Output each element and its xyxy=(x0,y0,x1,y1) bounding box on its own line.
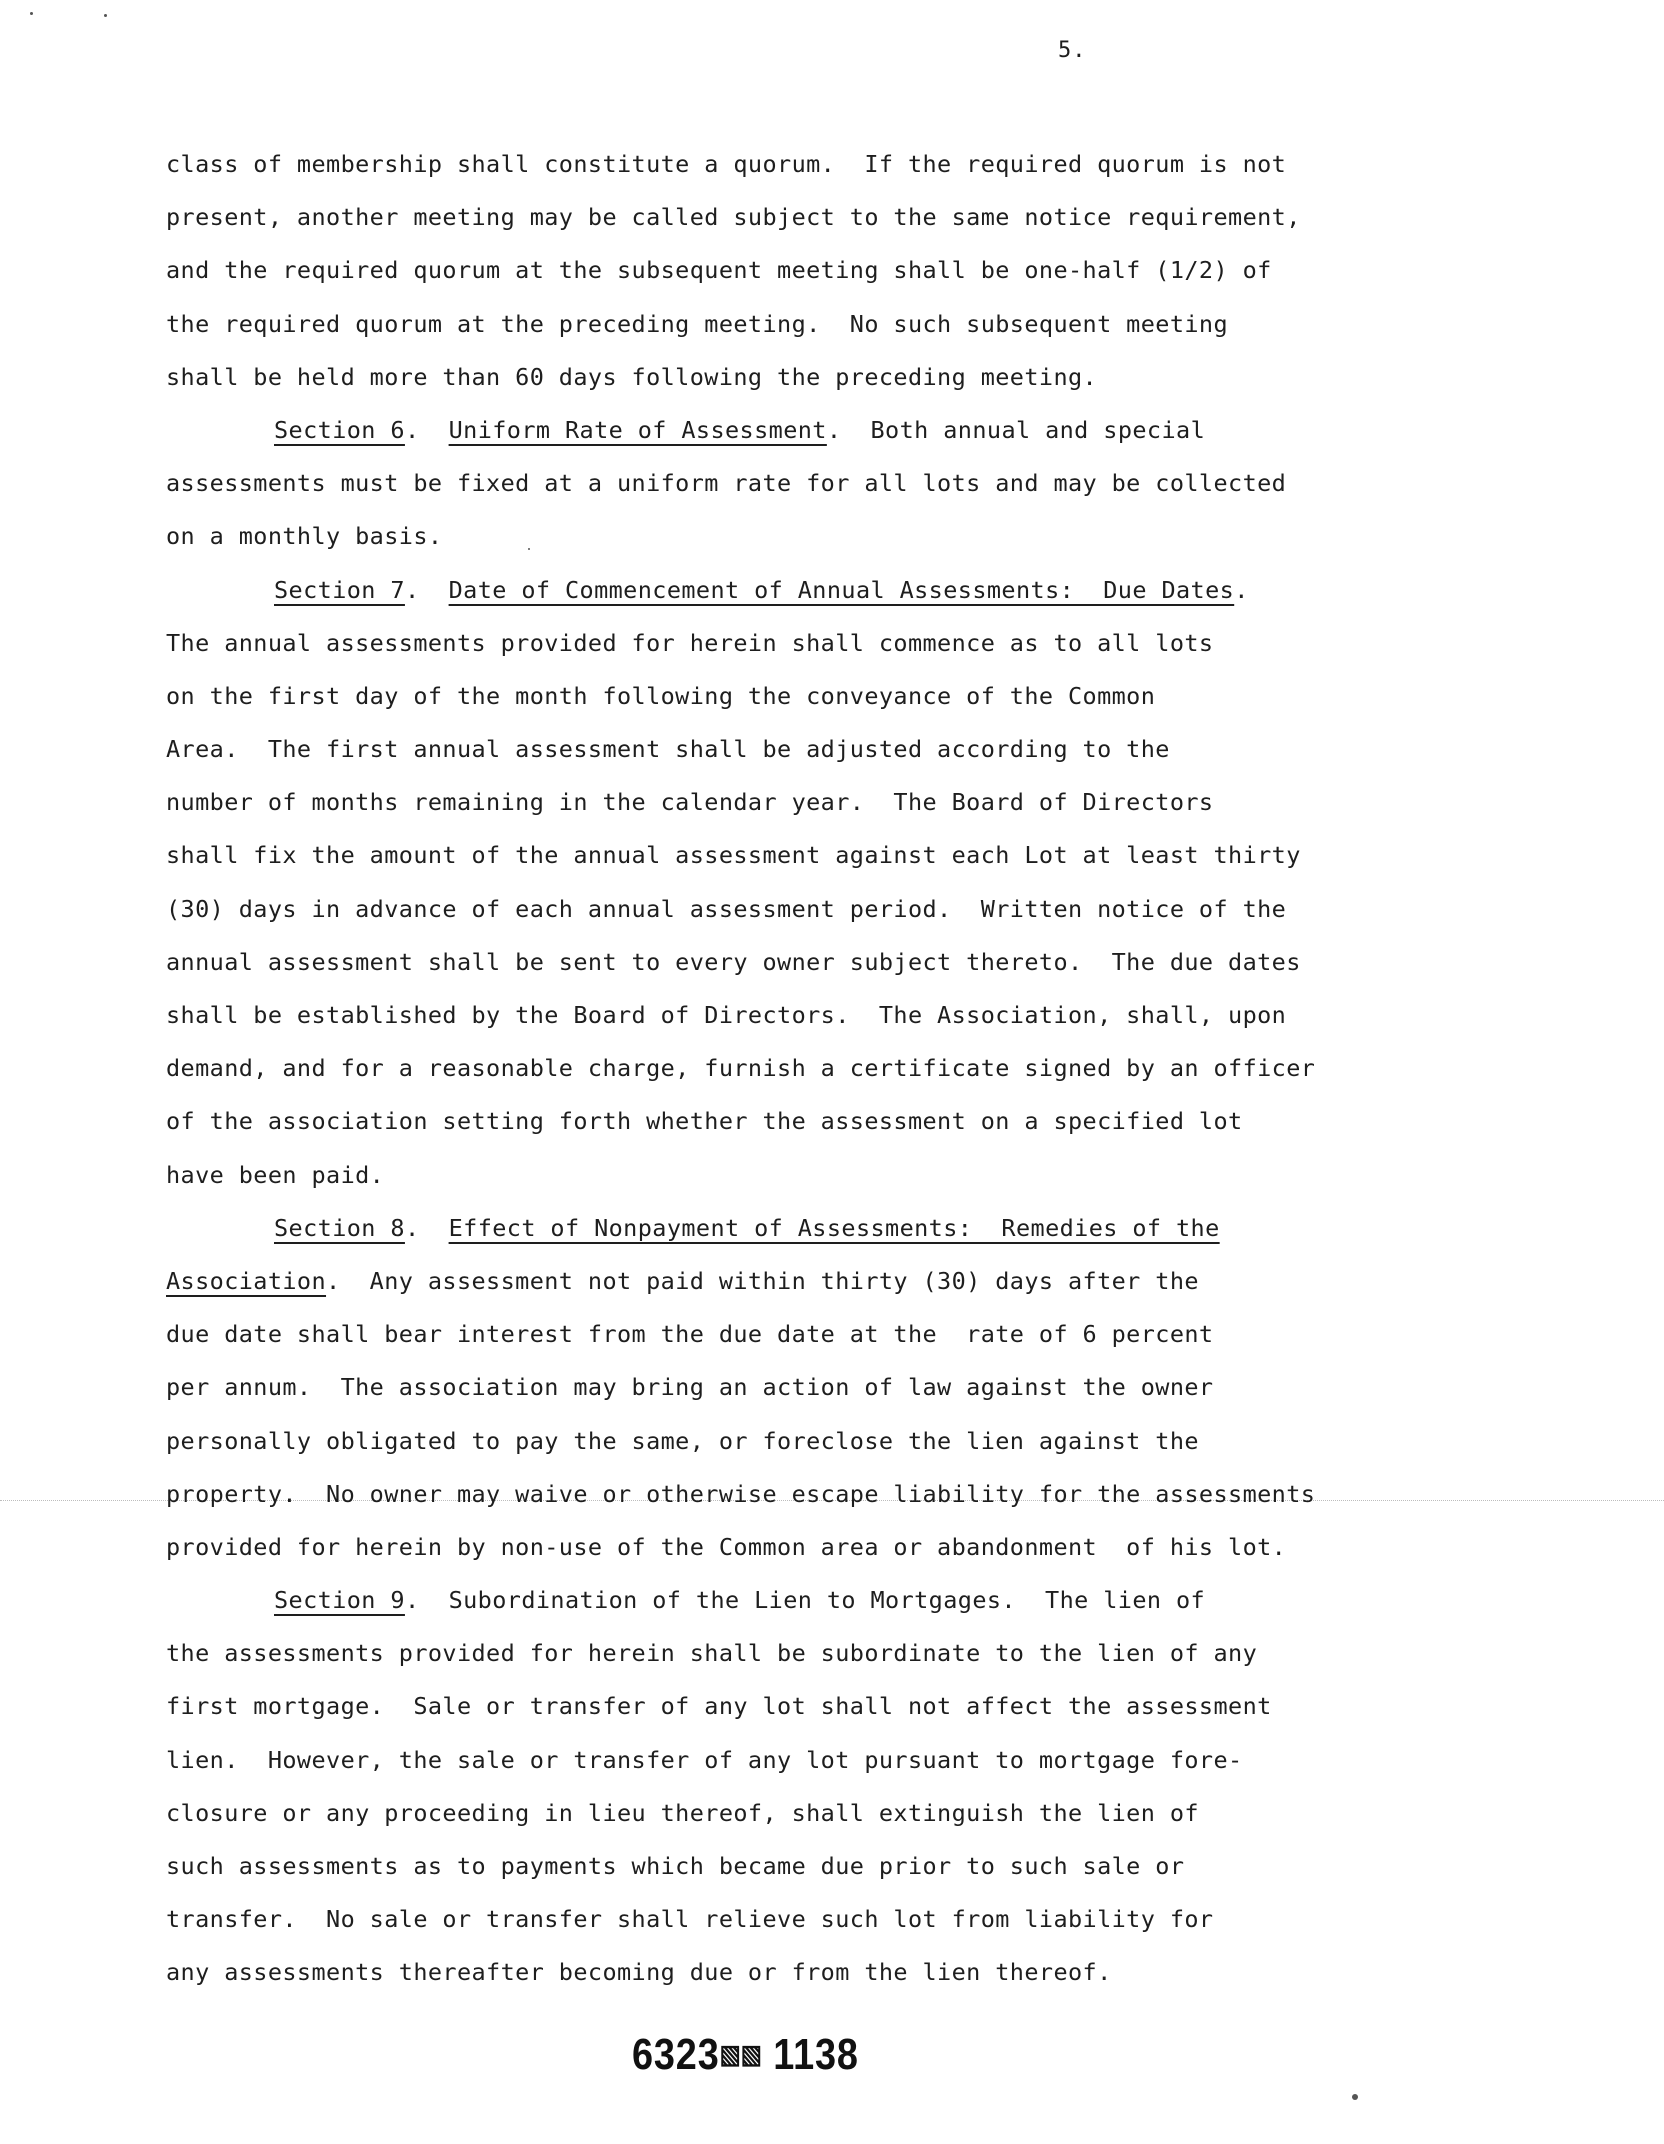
stamp-number: 6323 xyxy=(632,2030,720,2079)
text-segment: lien. However, the sale or transfer of any lot pursuant to mortgage fore- xyxy=(166,1745,1243,1774)
text-segment: the assessments provided for herein shall be subordinate to the lien of any xyxy=(166,1639,1258,1668)
text-line xyxy=(166,1468,1316,1521)
text-line xyxy=(166,351,1276,404)
text-line xyxy=(166,1574,1276,1627)
text-segment: closure or any proceeding in lieu thereof, shall extinguish the lien of xyxy=(166,1798,1199,1827)
text-line xyxy=(166,191,1301,244)
text-segment: present, another meeting may be called subject to the same notice requirement, xyxy=(166,203,1301,232)
text-line xyxy=(166,1840,1276,1893)
text-segment: due date shall bear interest from the due date at the rate of 6 percent xyxy=(166,1320,1214,1349)
text-segment: the required quorum at the preceding meeting. No such subsequent meeting xyxy=(166,309,1229,338)
text-line xyxy=(166,1255,1276,1308)
text-line xyxy=(166,617,1276,670)
text-segment: and the required quorum at the subsequent meeting shall be one-half (1/2) of xyxy=(166,256,1272,285)
text-line xyxy=(166,670,1276,723)
underlined-heading-text: Date of Commencement of Annual Assessments: Due Dates xyxy=(448,575,1235,604)
text-segment: personally obligated to pay the same, or foreclose the lien against the xyxy=(166,1426,1199,1455)
text-line xyxy=(166,564,1276,617)
text-segment: shall be held more than 60 days following the preceding meeting. xyxy=(166,362,1098,391)
text-line xyxy=(166,1893,1276,1946)
text-line xyxy=(166,138,1287,191)
text-line xyxy=(166,883,1287,936)
text-line xyxy=(166,829,1301,882)
underlined-heading-text: Section 8 xyxy=(274,1213,405,1242)
text-line xyxy=(166,1627,1276,1680)
recording-stamp: 6323▧▧ 1138 xyxy=(632,2030,859,2079)
document-body xyxy=(166,138,1316,2000)
text-segment: . xyxy=(404,575,449,604)
text-line xyxy=(166,776,1276,829)
text-segment: shall be established by the Board of Directors. The Association, shall, upon xyxy=(166,1001,1287,1029)
text-segment: assessments must be fixed at a uniform rate for all lots and may be collected xyxy=(166,469,1287,498)
text-line xyxy=(166,298,1276,351)
text-line xyxy=(166,723,1276,776)
text-line xyxy=(166,1787,1276,1840)
text-segment: number of months remaining in the calendar year. The Board of Directors xyxy=(166,788,1214,817)
text-segment: such assessments as to payments which became due prior to such sale or xyxy=(166,1852,1185,1880)
text-segment: . Any assessment not paid within thirty (30) days after the xyxy=(326,1266,1199,1295)
text-line xyxy=(166,510,1276,563)
text-line xyxy=(166,404,1276,457)
text-line xyxy=(166,1946,1276,1999)
text-segment: provided for herein by non-use of the Common area or abandonment of his lot. xyxy=(166,1532,1287,1561)
text-segment: Area. The first annual assessment shall be adjusted according to the xyxy=(166,735,1170,764)
underlined-heading-text: Section 7 xyxy=(274,575,405,604)
scan-speck xyxy=(1352,2094,1358,2100)
text-segment: of the association setting forth whether the assessment on a specified lot xyxy=(166,1107,1243,1136)
text-line xyxy=(166,1308,1276,1361)
text-line xyxy=(166,936,1301,989)
text-segment: annual assessment shall be sent to every owner subject thereto. The due dates xyxy=(166,947,1301,976)
underlined-heading-text: Association xyxy=(166,1266,327,1295)
text-segment: any assessments thereafter becoming due or from the lien thereof. xyxy=(166,1958,1112,1987)
page-number: 5. xyxy=(1058,38,1087,63)
text-line xyxy=(166,1149,1276,1202)
text-line xyxy=(166,1361,1276,1414)
text-segment: per annum. The association may bring an action of law against the owner xyxy=(166,1373,1214,1402)
text-line xyxy=(166,1202,1276,1255)
underlined-heading-text: Uniform Rate of Assessment xyxy=(448,415,827,444)
text-line xyxy=(166,1042,1316,1095)
text-line xyxy=(166,989,1287,1042)
text-segment: The annual assessments provided for herein shall commence as to all lots xyxy=(166,628,1214,657)
text-segment: . xyxy=(404,415,449,444)
underlined-heading-text: Section 6 xyxy=(274,415,405,444)
stamp-tail: ▧▧ xyxy=(719,2039,762,2069)
scan-speck xyxy=(104,14,107,17)
text-segment: . Both annual and special xyxy=(826,415,1206,444)
text-line xyxy=(166,1734,1276,1787)
text-line xyxy=(166,1415,1276,1468)
text-line xyxy=(166,1521,1287,1574)
text-segment: . xyxy=(1234,575,1249,604)
text-segment: demand, and for a reasonable charge, furnish a certificate signed by an officer xyxy=(166,1054,1316,1083)
text-segment: on a monthly basis. xyxy=(166,522,443,551)
text-line xyxy=(166,244,1276,297)
text-segment: . Subordination of the Lien to Mortgages. The lien of xyxy=(404,1586,1206,1615)
text-line xyxy=(166,457,1287,510)
text-segment: property. No owner may waive or otherwise escape liability for the assessments xyxy=(166,1479,1316,1508)
underlined-heading-text: Section 9 xyxy=(274,1586,405,1615)
text-segment: shall fix the amount of the annual assessment against each Lot at least thirty xyxy=(166,841,1301,870)
text-segment: have been paid. xyxy=(166,1160,385,1189)
underlined-heading-text: Effect of Nonpayment of Assessments: Remedies of the xyxy=(448,1213,1220,1242)
text-line xyxy=(166,1095,1276,1148)
text-segment: first mortgage. Sale or transfer of any lot shall not affect the assessment xyxy=(166,1692,1272,1721)
text-line xyxy=(166,1680,1276,1733)
scan-speck xyxy=(30,12,33,15)
text-segment: . xyxy=(404,1213,449,1242)
text-segment: class of membership shall constitute a quorum. If the required quorum is not xyxy=(166,150,1287,178)
text-segment: transfer. No sale or transfer shall relieve such lot from liability for xyxy=(166,1905,1214,1934)
text-segment: on the first day of the month following the conveyance of the Common xyxy=(166,681,1156,710)
text-segment: (30) days in advance of each annual assessment period. Written notice of the xyxy=(166,894,1287,923)
